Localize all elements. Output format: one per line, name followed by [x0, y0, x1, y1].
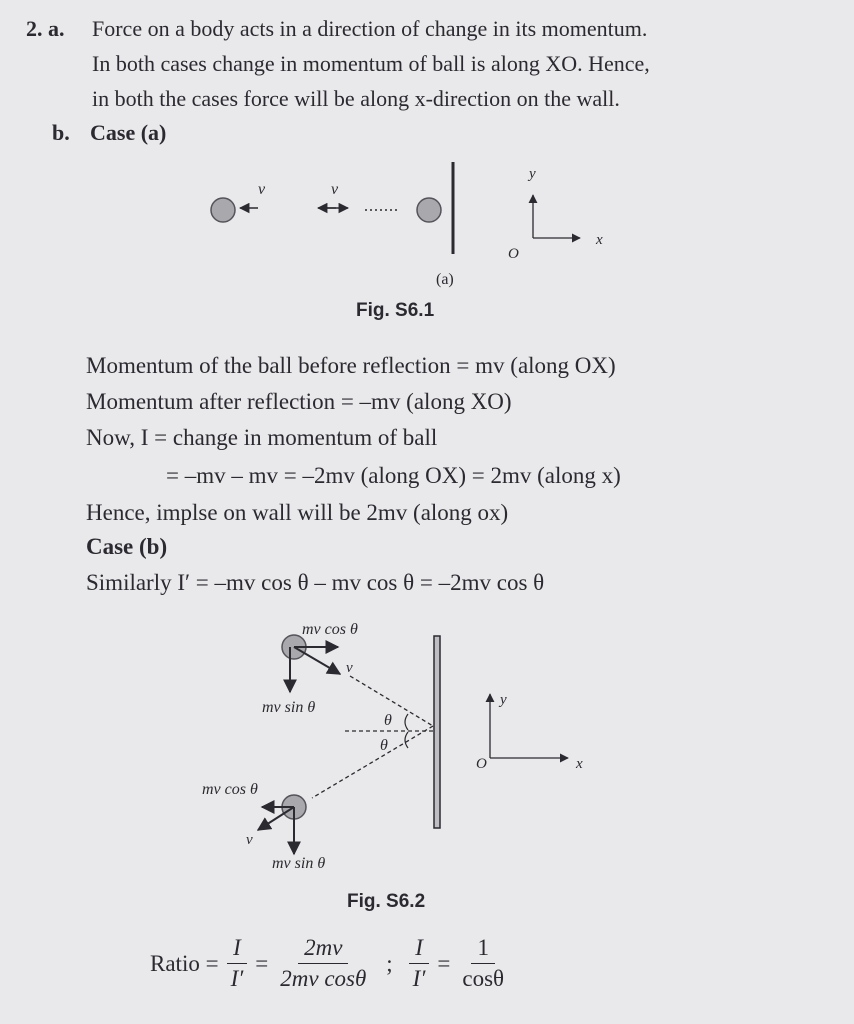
fraction-i-over-i-prime: $\frac{I}{I'}$	[225, 935, 250, 992]
ball-reflected-icon	[211, 198, 235, 222]
separator: ;	[386, 950, 393, 976]
question-number: 2. a.	[26, 16, 65, 41]
fig2-mv-cos-bottom: mv cos θ	[202, 781, 258, 798]
fig-s6-1-caption: Fig. S6.1	[356, 300, 435, 321]
angle-arc-lower	[405, 732, 408, 748]
fig2-theta-upper: θ	[384, 712, 392, 729]
fig2-mv-sin-top: mv sin θ	[262, 699, 316, 716]
fig2-mv-cos-top: mv cos θ	[302, 621, 358, 638]
ratio-equation	[150, 935, 516, 992]
fig1-v-label-2: v	[331, 181, 339, 198]
fraction-1-over-cos: $\frac{1}{\cos\theta}$	[462, 935, 505, 991]
fig1-axis-y: y	[529, 166, 536, 182]
case-a-heading: Case (a)	[90, 120, 167, 145]
fig2-axis-x: x	[576, 756, 583, 772]
ratio-label: Ratio =	[150, 950, 219, 976]
fig1-origin: O	[508, 246, 519, 262]
velocity-top-arrow-icon	[294, 647, 340, 674]
explanation-line-2: Momentum after reflection = –mv (along XO)	[86, 389, 512, 414]
fig1-v-label-1: v	[258, 181, 266, 198]
fig2-origin: O	[476, 756, 487, 772]
fig-s6-2-caption: Fig. S6.2	[347, 891, 426, 912]
fig2-theta-lower: θ	[380, 737, 388, 754]
fig2-v-bottom: v	[246, 832, 253, 848]
explanation-line-1: Momentum of the ball before reflection = mv (along OX)	[86, 353, 616, 378]
case-b-heading: Case (b)	[86, 534, 168, 559]
angle-arc-upper	[405, 714, 408, 730]
fig1-sublabel: (a)	[436, 271, 454, 288]
equals-sign-2: =	[437, 950, 451, 976]
fig2-mv-sin-bottom: mv sin θ	[272, 855, 326, 872]
reflected-ray-dashed	[312, 726, 433, 798]
part-a-line-2: In both cases change in momentum of ball is along XO. Hence,	[92, 51, 650, 76]
fig2-axis-y: y	[500, 692, 507, 708]
explanation-line-4: = –mv – mv = –2mv (along OX) = 2mv (along x)	[166, 463, 621, 488]
figure-s6-2	[190, 608, 630, 878]
explanation-line-5: Hence, implse on wall will be 2mv (along ox)	[86, 500, 509, 525]
ball-incident-icon	[417, 198, 441, 222]
equals-sign-1: =	[255, 950, 269, 976]
part-a-line-1: Force on a body acts in a direction of change in its momentum.	[92, 16, 648, 41]
part-b-label: b.	[52, 120, 70, 145]
fraction-i-over-i-prime-2: $\frac{I}{I'}$	[407, 935, 432, 992]
fraction-2mv: $\frac{2mv}{\text{2mv cosθ}}$	[280, 935, 367, 991]
explanation-line-6: Similarly I′ = –mv cos θ – mv cos θ = –2mv cos θ	[86, 570, 545, 595]
wall-rect	[434, 636, 440, 828]
fig1-axis-x: x	[596, 232, 603, 248]
fig2-v-top: v	[346, 660, 353, 676]
part-a-line-3: in both the cases force will be along x-direction on the wall.	[92, 86, 620, 111]
explanation-line-3: Now, I = change in momentum of ball	[86, 425, 438, 450]
